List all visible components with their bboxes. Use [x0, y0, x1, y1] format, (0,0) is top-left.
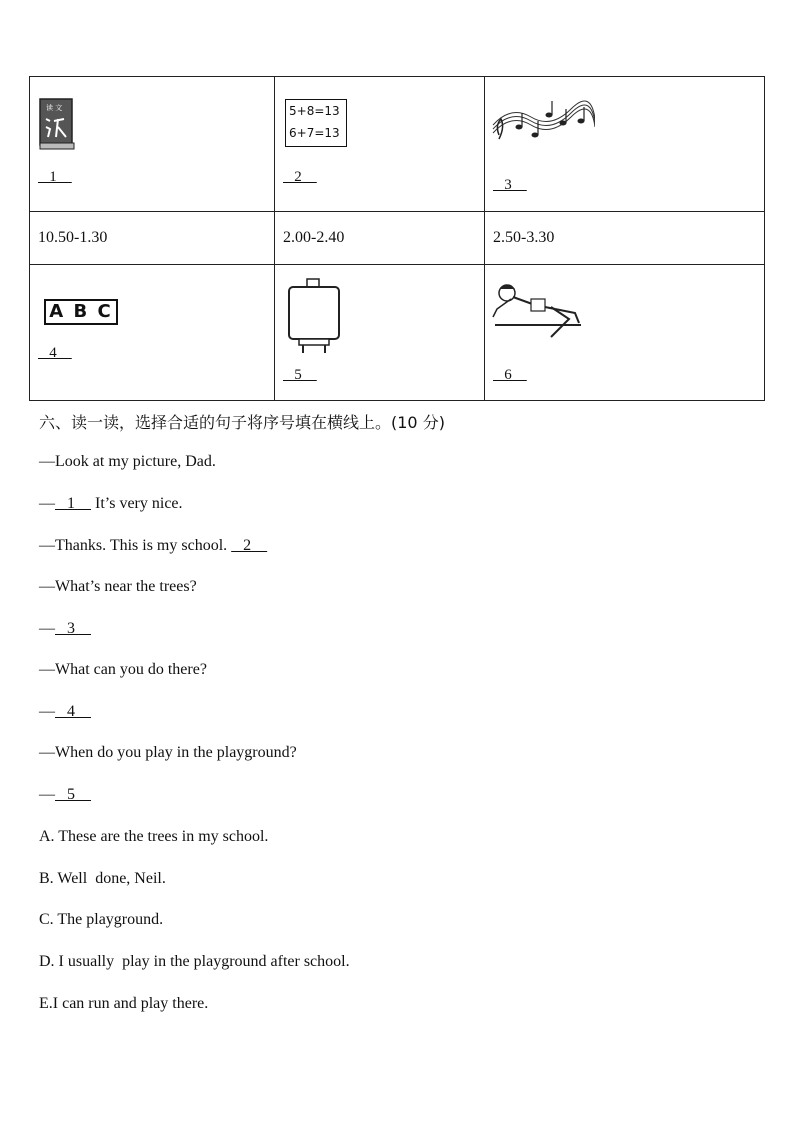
dialogue-dash: — [39, 661, 55, 678]
blank-6[interactable]: 6 [493, 367, 527, 383]
cell-math [275, 77, 485, 212]
cell-music [485, 77, 765, 212]
blank-4[interactable]: 4 [38, 345, 72, 361]
dialogue-dash: — [39, 703, 55, 720]
blank-3[interactable]: 3 [493, 177, 527, 193]
dialogue-line [39, 495, 183, 513]
answer-blank[interactable]: 5 [55, 786, 91, 803]
dialogue-text: It’s very nice. [91, 495, 183, 512]
activity-table [29, 76, 765, 401]
option-item: C. The playground. [39, 911, 164, 928]
dialogue-text: Thanks. This is my school. [55, 537, 232, 554]
time-3: 2.50-3.30 [493, 229, 555, 246]
dialogue-line [39, 703, 91, 721]
cell-book [30, 77, 275, 212]
dialogue-text: Look at my picture, Dad. [55, 453, 216, 470]
option-item: B. Well done, Neil. [39, 870, 166, 887]
blank-2[interactable]: 2 [283, 169, 317, 185]
dialogue-text: What can you do there? [55, 661, 207, 678]
time-2: 2.00-2.40 [283, 229, 345, 246]
cell-board [275, 265, 485, 401]
music-notes-icon [491, 95, 595, 145]
option-item: D. I usually play in the playground after school. [39, 953, 350, 970]
math-line-2: 6+7=13 [289, 126, 340, 140]
dialogue-text: What’s near the trees? [55, 578, 197, 595]
blank-1[interactable]: 1 [38, 169, 72, 185]
dialogue-line [39, 578, 197, 596]
dialogue-dash: — [39, 786, 55, 803]
option-item: A. These are the trees in my school. [39, 828, 269, 845]
cell-time-2 [275, 212, 485, 265]
dialogue-line [39, 537, 267, 555]
section-heading: 六、读一读，选择合适的句子将序号填在横线上。(10 分) [39, 413, 445, 432]
drawing-board-icon [285, 277, 343, 355]
answer-blank[interactable]: 4 [55, 703, 91, 720]
math-board [285, 99, 347, 147]
dialogue-line [39, 744, 297, 762]
blank-5[interactable]: 5 [283, 367, 317, 383]
dialogue-line [39, 786, 91, 804]
dialogue-dash: — [39, 537, 55, 554]
cell-abc [30, 265, 275, 401]
dialogue-dash: — [39, 744, 55, 761]
cell-time-1 [30, 212, 275, 265]
cell-high-jump [485, 265, 765, 401]
answer-blank[interactable]: 2 [231, 537, 268, 554]
answer-blank[interactable]: 3 [55, 620, 91, 637]
answer-blank[interactable]: 1 [55, 495, 91, 512]
dialogue-line [39, 453, 216, 471]
math-line-1: 5+8=13 [289, 104, 340, 118]
time-1: 10.50-1.30 [38, 229, 108, 246]
book-icon [38, 97, 76, 151]
svg-text:读 文: 读 文 [46, 104, 63, 112]
dialogue-dash: — [39, 495, 55, 512]
dialogue-dash: — [39, 453, 55, 470]
dialogue-text: When do you play in the playground? [55, 744, 297, 761]
high-jump-icon [491, 279, 583, 349]
dialogue-line [39, 661, 207, 679]
dialogue-dash: — [39, 578, 55, 595]
abc-letters: A B C [44, 299, 118, 325]
dialogue-line [39, 620, 91, 638]
cell-time-3 [485, 212, 765, 265]
option-item: E.I can run and play there. [39, 995, 209, 1012]
dialogue-dash: — [39, 620, 55, 637]
